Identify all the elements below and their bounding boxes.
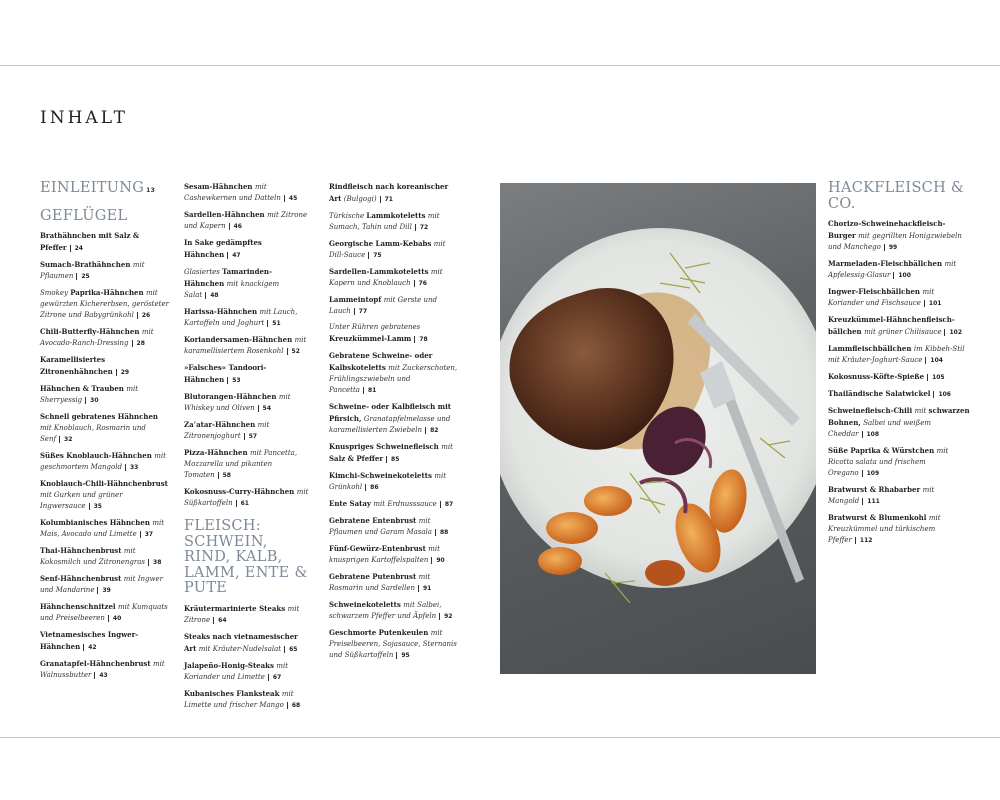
recipe-title: Bratwurst & Rhabarber	[828, 485, 923, 494]
recipe-subtitle: mit Kapern und Knoblauch	[329, 268, 443, 287]
page-number: 61	[236, 500, 249, 507]
page-number: 67	[268, 674, 281, 681]
recipe-subtitle: mit Cashewkernen und Datteln	[184, 183, 281, 202]
recipe-subtitle: mit Knoblauch, Rosmarin und Senf	[40, 424, 146, 443]
recipe-title: In Sake gedämpftes Hähnchen	[184, 238, 262, 259]
page-number: 32	[59, 436, 72, 443]
page-number: 46	[229, 223, 242, 230]
toc-entry	[329, 627, 459, 661]
page-number: 81	[363, 387, 376, 394]
recipe-title: schwarzen Bohnen,	[828, 406, 970, 427]
toc-entry	[828, 388, 970, 400]
recipe-title: Lammkoteletts	[366, 211, 428, 220]
toc-entry	[40, 658, 170, 681]
toc-entry	[40, 478, 170, 512]
recipe-subtitle: mit Whiskey und Oliven	[184, 393, 291, 412]
recipe-title: Knuspriges Schweinefleisch	[329, 442, 442, 451]
section-page-number: 13	[146, 187, 156, 194]
toc-entry	[329, 543, 459, 566]
recipe-title: Sardellen-Lammkoteletts	[329, 267, 431, 276]
recipe-subtitle: mit Zuckerschoten, Frühlingszwiebeln und Pancetta	[329, 364, 458, 394]
toc-entry	[184, 688, 312, 711]
recipe-subtitle: mit Kräuter-Nudelsalat	[198, 644, 282, 653]
toc-entry	[184, 486, 312, 509]
recipe-subtitle: mit Rosmarin und Sardellen	[329, 573, 431, 592]
recipe-title: Gebratene Entenbrust	[329, 516, 419, 525]
recipe-title: Bratwurst & Blumenkohl	[828, 513, 929, 522]
page-number: 25	[76, 273, 89, 280]
recipe-subtitle: mit Ricotta salata und frischem Oregano	[828, 447, 949, 477]
toc-entry	[40, 573, 170, 596]
recipe-title: Süßes Knoblauch-Hähnchen	[40, 451, 155, 460]
toc-entry	[184, 631, 312, 655]
page-number: 68	[287, 702, 300, 709]
recipe-subtitle: mit Kreuzkümmel und türkischem Pfeffer	[828, 514, 941, 544]
recipe-title: Salz & Pfeffer	[329, 454, 384, 463]
recipe-subtitle: Smokey	[40, 289, 71, 297]
toc-entry	[184, 447, 312, 481]
page-number: 40	[108, 615, 121, 622]
toc-entry	[828, 218, 970, 253]
recipe-title: Jalapeño-Honig-Steaks	[184, 660, 277, 670]
section-heading	[40, 181, 170, 199]
page-number: 29	[116, 369, 129, 376]
recipe-subtitle: mit knackigem Salat	[184, 280, 280, 299]
page-number: 45	[284, 195, 297, 202]
toc-entry	[40, 629, 170, 653]
recipe-subtitle: mit Erdnusssauce	[373, 500, 437, 508]
toc-entry	[329, 294, 459, 317]
page-number: 92	[439, 613, 452, 620]
toc-column-2	[184, 181, 312, 716]
page-number: 38	[148, 559, 161, 566]
recipe-title: Georgische Lamm-Kebabs	[329, 239, 434, 248]
page-number: 65	[284, 646, 297, 653]
recipe-title: Gebratene Putenbrust	[329, 572, 419, 581]
toc-entry	[40, 450, 170, 473]
page-number: 71	[380, 196, 393, 203]
recipe-title: Granatapfel-Hähnchenbrust	[40, 659, 154, 668]
page-number: 37	[140, 531, 153, 538]
toc-entry	[329, 498, 459, 510]
recipe-title: Schweinefleisch-Chili	[828, 406, 915, 415]
recipe-subtitle: mit Mangold	[828, 486, 935, 505]
toc-entry	[828, 512, 970, 546]
toc-entry	[184, 181, 312, 204]
toc-entry	[828, 405, 970, 440]
recipe-subtitle: mit geschmortem Mangold	[40, 452, 166, 471]
recipe-subtitle: mit Sherryessig	[40, 385, 139, 404]
page-number: 77	[354, 308, 367, 315]
recipe-title: Süße Paprika & Würstchen	[828, 446, 937, 455]
toc-entry	[184, 362, 312, 386]
recipe-subtitle: mit Süßkartoffeln	[184, 488, 309, 507]
toc-entry	[329, 571, 459, 594]
recipe-title: Rindfleisch nach koreanischer Art	[329, 182, 449, 203]
recipe-subtitle: mit Koriander und Fischsauce	[828, 288, 935, 307]
recipe-title: Lammeintopf	[329, 295, 384, 304]
recipe-title: Karamellisiertes Zitronenhähnchen	[40, 355, 113, 376]
toc-entry	[329, 470, 459, 493]
recipe-title: Gebratene Schweine- oder Kalbskoteletts	[329, 351, 433, 372]
recipe-subtitle: mit Salbei, schwarzem Pfeffer und Äpfeln	[329, 601, 442, 620]
toc-entry	[329, 441, 459, 465]
page-number: 64	[213, 617, 226, 624]
recipe-title: Sesam-Hähnchen	[184, 182, 255, 191]
recipe-title: Schweinekoteletts	[329, 600, 404, 609]
recipe-title: Kokosnuss-Köfte-Spieße	[828, 372, 925, 381]
recipe-subtitle: mit	[441, 443, 453, 451]
recipe-title: Kreuzkümmel-Lamm	[329, 334, 412, 343]
recipe-subtitle: mit Dill-Sauce	[329, 240, 446, 259]
recipe-subtitle: mit Pflaumen und Garam Masala	[329, 517, 432, 536]
toc-entry	[329, 181, 459, 205]
page-number: 42	[83, 644, 96, 651]
recipe-title: Ingwer-Fleischbällchen	[828, 287, 923, 296]
toc-entry	[329, 266, 459, 289]
page-number: 102	[944, 329, 962, 336]
page-number: 47	[227, 252, 240, 259]
recipe-subtitle: (Bulgogi)	[343, 195, 377, 203]
toc-entry	[184, 209, 312, 232]
recipe-title: Hähnchenschnitzel	[40, 602, 119, 611]
page-number: 53	[227, 377, 240, 384]
toc-entry	[828, 286, 970, 309]
toc-entry	[40, 354, 170, 378]
page-number: 76	[414, 280, 427, 287]
page-number: 86	[365, 484, 378, 491]
page-number: 78	[414, 336, 427, 343]
recipe-title: Harissa-Hähnchen	[184, 307, 260, 316]
recipe-subtitle: im Kibbeh-Stil mit Kräuter-Joghurt-Sauce	[828, 345, 965, 364]
toc-entry	[184, 391, 312, 414]
recipe-title: Brathähnchen mit Salz & Pfeffer	[40, 231, 140, 252]
recipe-subtitle: mit Limette und frischer Mango	[184, 689, 294, 709]
recipe-title: Marmeladen-Fleischbällchen	[828, 259, 945, 268]
page-number: 104	[925, 357, 943, 364]
page-number: 91	[418, 585, 431, 592]
page-number: 85	[386, 456, 399, 463]
recipe-subtitle: mit Ingwer und Mandarine	[40, 575, 163, 594]
recipe-subtitle: mit Avocado-Ranch-Dressing	[40, 328, 154, 347]
toc-entry	[40, 601, 170, 624]
page-number: 101	[924, 300, 942, 307]
page-number: 28	[132, 340, 145, 347]
recipe-title: Sardellen-Hähnchen	[184, 210, 268, 219]
recipe-subtitle: mit Zitrone und Kapern	[184, 211, 308, 230]
page-number: 58	[218, 472, 231, 479]
toc-entry	[184, 603, 312, 626]
section-heading	[828, 181, 970, 212]
recipe-subtitle: mit gegrillten Honigzwiebeln und Manchego	[828, 232, 962, 251]
recipe-subtitle: mit Walnussbutter	[40, 660, 165, 679]
toc-entry	[329, 322, 459, 345]
toc-entry	[184, 306, 312, 329]
toc-entry	[329, 599, 459, 622]
recipe-subtitle: mit Lauch, Kartoffeln und Joghurt	[184, 308, 298, 327]
recipe-title: Thailändische Salatwickel	[828, 389, 931, 398]
toc-column-3	[329, 181, 459, 666]
recipe-title: Hähnchen & Trauben	[40, 384, 127, 393]
page-number: 54	[258, 405, 271, 412]
recipe-subtitle: mit gewürzten Kichererbsen, gerösteter Zitrone und Babygrünkohl	[40, 289, 169, 319]
recipe-title: Tamarinden-Hähnchen	[184, 267, 272, 288]
recipe-title: Kolumbianisches Hähnchen	[40, 518, 153, 527]
recipe-title: Pizza-Hähnchen	[184, 448, 250, 457]
recipe-subtitle: mit Zitrone	[184, 604, 300, 624]
food-photo	[500, 183, 816, 674]
toc-entry	[184, 419, 312, 442]
recipe-subtitle: mit Koriander und Limette	[184, 661, 289, 681]
page-title: INHALT	[40, 108, 128, 128]
recipe-title: Thai-Hähnchenbrust	[40, 546, 124, 555]
section-heading	[184, 519, 312, 597]
page-number: 82	[425, 427, 438, 434]
page-number: 90	[431, 557, 444, 564]
recipe-subtitle: mit Sumach, Tahin und Dill	[329, 212, 440, 231]
recipe-title: Kubanisches Flanksteak	[184, 688, 282, 698]
recipe-subtitle: mit Gerste und Lauch	[329, 296, 437, 315]
toc-entry	[40, 230, 170, 254]
recipe-subtitle: mit Kumquats und Preiselbeeren	[40, 603, 168, 622]
recipe-title: Kokosnuss-Curry-Hähnchen	[184, 487, 297, 496]
recipe-subtitle: Türkische	[329, 212, 367, 220]
page-number: 33	[125, 464, 138, 471]
toc-entry	[329, 401, 459, 436]
recipe-subtitle: mit Kokosmilch und Zitronengras	[40, 547, 146, 566]
section-heading-text: FLEISCH: SCHWEIN, RIND, KALB, LAMM, ENTE & PUTE	[184, 518, 308, 596]
recipe-subtitle: mit Pflaumen	[40, 261, 145, 280]
recipe-subtitle: mit Pancetta, Mozzarella und pikanten Tomaten	[184, 449, 298, 479]
toc-entry	[329, 350, 459, 396]
section-heading-text: HACKFLEISCH & CO.	[828, 180, 965, 212]
toc-entry	[828, 445, 970, 479]
recipe-title: Za’atar-Hähnchen	[184, 420, 258, 429]
recipe-subtitle: Glasiertes	[184, 268, 223, 276]
section-heading-text: GEFLÜGEL	[40, 207, 128, 224]
page-number: 99	[884, 244, 897, 251]
recipe-title: Knoblauch-Chili-Hähnchenbrust	[40, 479, 168, 488]
recipe-title: Sumach-Brathähnchen	[40, 260, 133, 269]
recipe-title: Lammfleischbällchen	[828, 344, 914, 353]
page-number: 87	[440, 501, 453, 508]
toc-entry	[40, 259, 170, 282]
toc-entry	[329, 515, 459, 538]
toc-entry	[828, 343, 970, 366]
recipe-subtitle: mit Apfelessig-Glasur	[828, 260, 957, 279]
recipe-subtitle: mit	[914, 407, 929, 415]
recipe-subtitle: mit knusprigen Kartoffelspalten	[329, 545, 440, 564]
recipe-subtitle: mit Grünkohl	[329, 472, 447, 491]
page-number: 100	[893, 272, 911, 279]
page-number: 57	[244, 433, 257, 440]
page-number: 108	[862, 431, 880, 438]
page-number: 35	[89, 503, 102, 510]
toc-entry	[828, 484, 970, 507]
page-number: 111	[862, 498, 880, 505]
toc-entry	[828, 371, 970, 383]
recipe-title: »Falsches« Tandoori-Hähnchen	[184, 363, 267, 384]
recipe-title: Fünf-Gewürz-Entenbrust	[329, 544, 429, 553]
recipe-subtitle: mit grüner Chilisauce	[864, 328, 942, 336]
page-number: 72	[415, 224, 428, 231]
page-number: 26	[137, 312, 150, 319]
recipe-subtitle: mit Preiselbeeren, Sojasauce, Sternanis und Süßkartoffeln	[329, 629, 457, 659]
recipe-title: Kimchi-Schweinekoteletts	[329, 471, 435, 480]
toc-entry	[40, 326, 170, 349]
page-number: 52	[287, 348, 300, 355]
toc-entry	[184, 334, 312, 357]
toc-entry	[40, 517, 170, 540]
recipe-subtitle: mit Zitronenjoghurt	[184, 421, 270, 440]
recipe-title: Blutorangen-Hähnchen	[184, 392, 279, 401]
recipe-title: Kreuzkümmel-Hähnchenfleisch-bällchen	[828, 315, 955, 336]
toc-entry	[828, 314, 970, 338]
toc-column-1	[40, 181, 170, 686]
page-number: 51	[267, 320, 280, 327]
section-heading	[40, 209, 170, 225]
page-number: 88	[435, 529, 448, 536]
page-number: 109	[862, 470, 880, 477]
recipe-title: Ente Satay	[329, 499, 374, 508]
toc-entry	[40, 287, 170, 321]
page-number: 30	[85, 397, 98, 404]
page-number: 106	[933, 391, 951, 398]
page-number: 112	[855, 537, 873, 544]
page-number: 105	[927, 374, 945, 381]
toc-entry	[184, 266, 312, 301]
toc-entry	[828, 258, 970, 281]
section-heading-text: EINLEITUNG	[40, 180, 145, 196]
toc-column-4	[828, 181, 970, 551]
toc-entry	[329, 210, 459, 233]
recipe-title: Paprika-Hähnchen	[70, 288, 147, 297]
page-number: 48	[205, 292, 218, 299]
recipe-title: Koriandersamen-Hähnchen	[184, 335, 295, 344]
food-photo-illustration	[500, 183, 816, 674]
toc-entry	[329, 238, 459, 261]
page-number: 24	[70, 245, 83, 252]
recipe-subtitle: Granatapfelmelasse und karamellisierten Zwiebeln	[329, 415, 451, 434]
page-number: 43	[94, 672, 107, 679]
recipe-title: Geschmorte Putenkeulen	[329, 628, 431, 637]
recipe-subtitle: mit karamellisiertem Rosenkohl	[184, 336, 307, 355]
recipe-title: Senf-Hähnchenbrust	[40, 574, 124, 583]
page-number: 75	[368, 252, 381, 259]
toc-entry	[40, 545, 170, 568]
recipe-title: Chili-Butterfly-Hähnchen	[40, 327, 142, 336]
toc-entry	[40, 383, 170, 406]
recipe-title: Chorizo-Schweinehackfleisch-Burger	[828, 219, 946, 240]
recipe-title: Steaks nach vietnamesischer Art	[184, 631, 298, 653]
recipe-title: Kräutermarinierte Steaks	[184, 603, 288, 613]
recipe-title: Schnell gebratenes Hähnchen	[40, 412, 159, 421]
toc-entry	[184, 660, 312, 683]
recipe-subtitle: mit Mais, Avocado und Limette	[40, 519, 165, 538]
page-number: 39	[97, 587, 110, 594]
recipe-title: Vietnamesisches Ingwer-Hähnchen	[40, 630, 139, 651]
recipe-subtitle: Salbei und weißem Cheddar	[828, 419, 932, 438]
recipe-title: Schweine- oder Kalbfleisch mit Pfirsich,	[329, 402, 451, 423]
page-number: 95	[396, 652, 409, 659]
toc-entry	[40, 411, 170, 445]
recipe-subtitle: Unter Rühren gebratenes	[329, 323, 421, 331]
toc-entry	[184, 237, 312, 261]
recipe-subtitle: mit Gurken und grüner Ingwersauce	[40, 491, 123, 510]
